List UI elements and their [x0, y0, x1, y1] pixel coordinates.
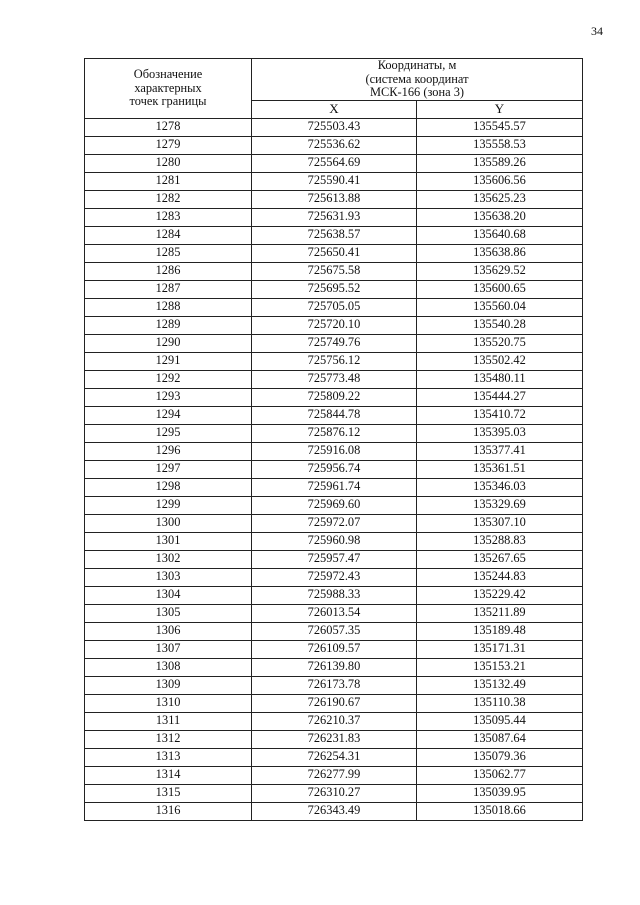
- table-row: [85, 262, 583, 280]
- table-row: [85, 298, 583, 316]
- y-coordinate-cell: 135560.04: [417, 298, 583, 316]
- point-id-cell: 1316: [85, 802, 252, 820]
- y-coordinate-cell: 135629.52: [417, 262, 583, 280]
- y-coordinate-cell: 135638.86: [417, 244, 583, 262]
- x-coordinate-cell: 725536.62: [252, 136, 417, 154]
- x-coordinate-cell: 726013.54: [252, 604, 417, 622]
- x-coordinate-cell: 725972.43: [252, 568, 417, 586]
- point-id-cell: 1305: [85, 604, 252, 622]
- x-coordinate-cell: 726277.99: [252, 766, 417, 784]
- x-coordinate-cell: 725961.74: [252, 478, 417, 496]
- point-id-cell: 1282: [85, 190, 252, 208]
- table-row: [85, 514, 583, 532]
- x-coordinate-cell: 725503.43: [252, 118, 417, 136]
- x-coordinate-cell: 725876.12: [252, 424, 417, 442]
- y-coordinate-cell: 135062.77: [417, 766, 583, 784]
- table-row: [85, 622, 583, 640]
- table-row: [85, 658, 583, 676]
- point-id-cell: 1296: [85, 442, 252, 460]
- table-row: [85, 316, 583, 334]
- y-coordinate-cell: 135229.42: [417, 586, 583, 604]
- x-coordinate-cell: 726173.78: [252, 676, 417, 694]
- table-row: [85, 730, 583, 748]
- table-row: [85, 496, 583, 514]
- point-id-cell: 1311: [85, 712, 252, 730]
- point-id-cell: 1286: [85, 262, 252, 280]
- point-id-cell: 1287: [85, 280, 252, 298]
- x-coordinate-cell: 725957.47: [252, 550, 417, 568]
- y-coordinate-cell: 135189.48: [417, 622, 583, 640]
- point-id-cell: 1288: [85, 298, 252, 316]
- table-row: [85, 154, 583, 172]
- point-id-cell: 1312: [85, 730, 252, 748]
- x-coordinate-cell: 726210.37: [252, 712, 417, 730]
- x-coordinate-cell: 725564.69: [252, 154, 417, 172]
- point-id-cell: 1298: [85, 478, 252, 496]
- y-coordinate-cell: 135346.03: [417, 478, 583, 496]
- point-id-cell: 1292: [85, 370, 252, 388]
- x-coordinate-cell: 725756.12: [252, 352, 417, 370]
- page-number: 34: [591, 24, 603, 38]
- point-id-cell: 1314: [85, 766, 252, 784]
- x-coordinate-cell: 725844.78: [252, 406, 417, 424]
- point-id-cell: 1297: [85, 460, 252, 478]
- y-coordinate-cell: 135558.53: [417, 136, 583, 154]
- y-coordinate-cell: 135267.65: [417, 550, 583, 568]
- table-row: [85, 118, 583, 136]
- point-id-cell: 1293: [85, 388, 252, 406]
- point-id-cell: 1290: [85, 334, 252, 352]
- point-column-header: [85, 59, 252, 119]
- table-row: [85, 712, 583, 730]
- y-coordinate-cell: 135520.75: [417, 334, 583, 352]
- coordinates-column-header: [252, 59, 583, 101]
- point-id-cell: 1279: [85, 136, 252, 154]
- table-row: [85, 784, 583, 802]
- point-header-line: Обозначение: [133, 67, 203, 81]
- y-coordinate-cell: 135606.56: [417, 172, 583, 190]
- point-id-cell: 1308: [85, 658, 252, 676]
- table-row: [85, 388, 583, 406]
- table-row: [85, 136, 583, 154]
- table-row: [85, 280, 583, 298]
- y-coordinate-cell: 135211.89: [417, 604, 583, 622]
- x-coordinate-cell: 725650.41: [252, 244, 417, 262]
- point-id-cell: 1283: [85, 208, 252, 226]
- x-coordinate-cell: 725695.52: [252, 280, 417, 298]
- y-coordinate-cell: 135410.72: [417, 406, 583, 424]
- y-coordinate-cell: 135171.31: [417, 640, 583, 658]
- point-id-cell: 1285: [85, 244, 252, 262]
- y-column-header: Y: [417, 100, 583, 118]
- y-coordinate-cell: 135087.64: [417, 730, 583, 748]
- y-coordinate-cell: 135540.28: [417, 316, 583, 334]
- y-coordinate-cell: 135018.66: [417, 802, 583, 820]
- point-id-cell: 1310: [85, 694, 252, 712]
- x-coordinate-cell: 725969.60: [252, 496, 417, 514]
- point-id-cell: 1307: [85, 640, 252, 658]
- table-row: [85, 226, 583, 244]
- table-row: [85, 478, 583, 496]
- x-coordinate-cell: 725916.08: [252, 442, 417, 460]
- x-coordinate-cell: 725809.22: [252, 388, 417, 406]
- y-coordinate-cell: 135329.69: [417, 496, 583, 514]
- table-row: [85, 532, 583, 550]
- table-row: [85, 676, 583, 694]
- point-id-cell: 1295: [85, 424, 252, 442]
- y-coordinate-cell: 135625.23: [417, 190, 583, 208]
- table-row: [85, 802, 583, 820]
- y-coordinate-cell: 135545.57: [417, 118, 583, 136]
- point-header-line: характерных: [134, 80, 202, 95]
- table-row: [85, 460, 583, 478]
- table-row: [85, 568, 583, 586]
- x-coordinate-cell: 725705.05: [252, 298, 417, 316]
- table-row: [85, 604, 583, 622]
- y-coordinate-cell: 135132.49: [417, 676, 583, 694]
- y-coordinate-cell: 135153.21: [417, 658, 583, 676]
- x-coordinate-cell: 725956.74: [252, 460, 417, 478]
- point-header-line: точек границы: [129, 94, 207, 109]
- x-coordinate-cell: 725675.58: [252, 262, 417, 280]
- x-coordinate-cell: 725613.88: [252, 190, 417, 208]
- point-id-cell: 1284: [85, 226, 252, 244]
- x-coordinate-cell: 725590.41: [252, 172, 417, 190]
- table-row: [85, 190, 583, 208]
- y-coordinate-cell: 135095.44: [417, 712, 583, 730]
- x-coordinate-cell: 726310.27: [252, 784, 417, 802]
- x-coordinate-cell: 725960.98: [252, 532, 417, 550]
- table-row: [85, 334, 583, 352]
- x-column-header: X: [252, 100, 417, 118]
- point-id-cell: 1280: [85, 154, 252, 172]
- y-coordinate-cell: 135244.83: [417, 568, 583, 586]
- point-id-cell: 1278: [85, 118, 252, 136]
- point-id-cell: 1309: [85, 676, 252, 694]
- point-id-cell: 1315: [85, 784, 252, 802]
- table-row: [85, 442, 583, 460]
- point-id-cell: 1306: [85, 622, 252, 640]
- x-coordinate-cell: 725638.57: [252, 226, 417, 244]
- y-coordinate-cell: 135589.26: [417, 154, 583, 172]
- point-id-cell: 1294: [85, 406, 252, 424]
- x-coordinate-cell: 725972.07: [252, 514, 417, 532]
- table-row: [85, 352, 583, 370]
- y-coordinate-cell: 135480.11: [417, 370, 583, 388]
- table-row: [85, 766, 583, 784]
- point-id-cell: 1300: [85, 514, 252, 532]
- y-coordinate-cell: 135638.20: [417, 208, 583, 226]
- table-row: [85, 244, 583, 262]
- x-coordinate-cell: 726109.57: [252, 640, 417, 658]
- table-row: [85, 748, 583, 766]
- table-row: [85, 586, 583, 604]
- coord-header-line: Координаты, м: [377, 58, 457, 72]
- point-id-cell: 1303: [85, 568, 252, 586]
- point-id-cell: 1281: [85, 172, 252, 190]
- x-coordinate-cell: 726231.83: [252, 730, 417, 748]
- table-row: [85, 370, 583, 388]
- table-row: [85, 172, 583, 190]
- point-id-cell: 1313: [85, 748, 252, 766]
- y-coordinate-cell: 135600.65: [417, 280, 583, 298]
- y-coordinate-cell: 135395.03: [417, 424, 583, 442]
- x-coordinate-cell: 726343.49: [252, 802, 417, 820]
- x-coordinate-cell: 726190.67: [252, 694, 417, 712]
- y-coordinate-cell: 135444.27: [417, 388, 583, 406]
- point-id-cell: 1299: [85, 496, 252, 514]
- table-row: [85, 406, 583, 424]
- header-row: [85, 59, 583, 101]
- table-row: [85, 640, 583, 658]
- point-id-cell: 1291: [85, 352, 252, 370]
- y-coordinate-cell: 135039.95: [417, 784, 583, 802]
- point-id-cell: 1304: [85, 586, 252, 604]
- point-id-cell: 1289: [85, 316, 252, 334]
- y-coordinate-cell: 135079.36: [417, 748, 583, 766]
- table-row: [85, 694, 583, 712]
- y-coordinate-cell: 135110.38: [417, 694, 583, 712]
- x-coordinate-cell: 725988.33: [252, 586, 417, 604]
- y-coordinate-cell: 135307.10: [417, 514, 583, 532]
- x-coordinate-cell: 725749.76: [252, 334, 417, 352]
- y-coordinate-cell: 135361.51: [417, 460, 583, 478]
- table-row: [85, 208, 583, 226]
- point-id-cell: 1301: [85, 532, 252, 550]
- table-row: [85, 424, 583, 442]
- point-id-cell: 1302: [85, 550, 252, 568]
- x-coordinate-cell: 726254.31: [252, 748, 417, 766]
- coord-header-line: (система координат: [365, 71, 469, 86]
- table-body: [85, 118, 583, 820]
- coord-header-line: МСК-166 (зона 3): [369, 85, 465, 100]
- coordinates-table: [84, 58, 583, 821]
- table-row: [85, 550, 583, 568]
- y-coordinate-cell: 135288.83: [417, 532, 583, 550]
- x-coordinate-cell: 725720.10: [252, 316, 417, 334]
- x-coordinate-cell: 726057.35: [252, 622, 417, 640]
- y-coordinate-cell: 135377.41: [417, 442, 583, 460]
- x-coordinate-cell: 725773.48: [252, 370, 417, 388]
- y-coordinate-cell: 135502.42: [417, 352, 583, 370]
- x-coordinate-cell: 725631.93: [252, 208, 417, 226]
- y-coordinate-cell: 135640.68: [417, 226, 583, 244]
- x-coordinate-cell: 726139.80: [252, 658, 417, 676]
